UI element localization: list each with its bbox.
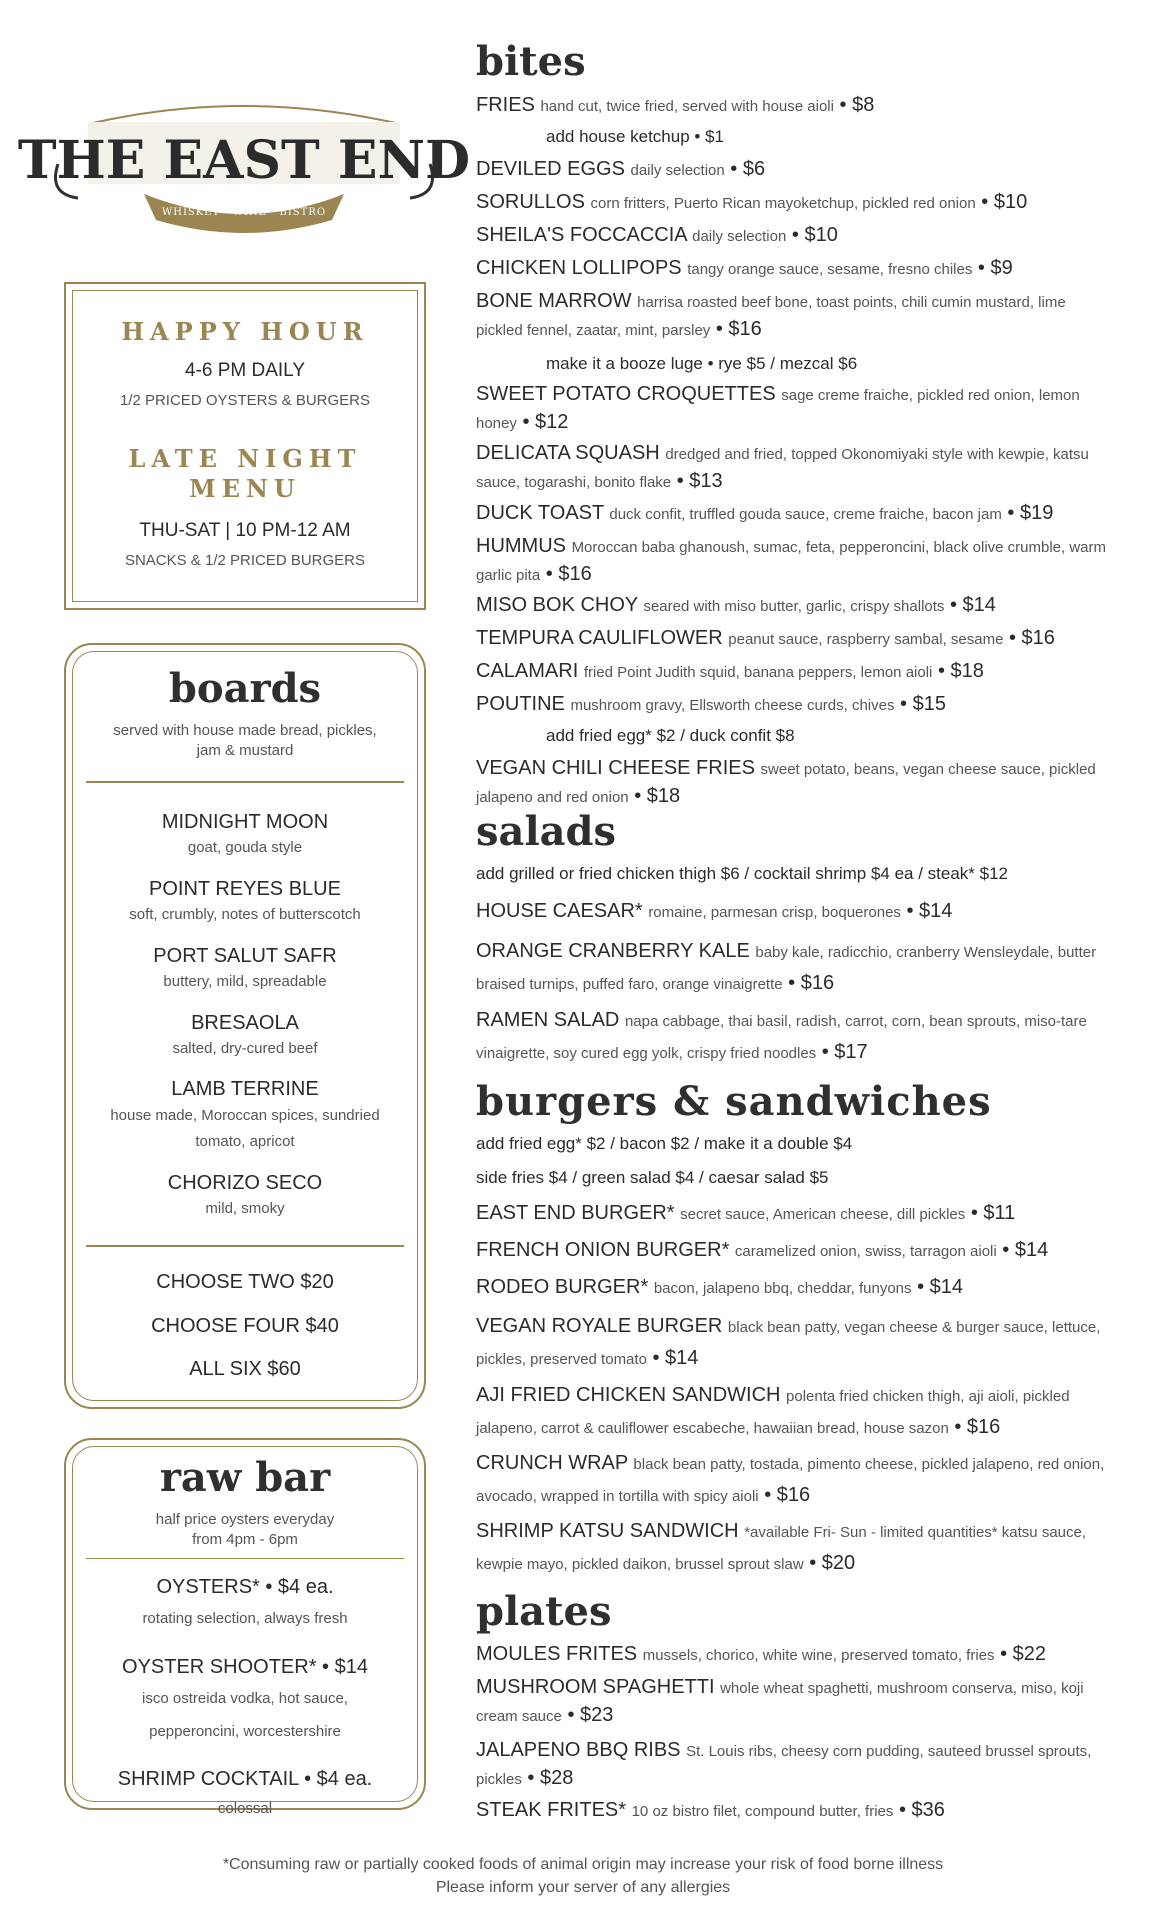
item-name: AJI FRIED CHICKEN SANDWICH [476,1384,781,1406]
item-name: SHRIMP KATSU SANDWICH [476,1520,739,1542]
raw-bar-item-name: SHRIMP COCKTAIL • $4 ea. [117,1768,373,1790]
item-name: HOUSE CAESAR* [476,900,643,922]
menu-item [476,1737,1116,1793]
item-name: CALAMARI [476,660,579,682]
menu-item [476,1311,1116,1375]
item-price: • $14 [1002,1239,1049,1261]
item-price: • $14 [652,1347,699,1369]
item-name: RAMEN SALAD [476,1009,620,1031]
item-name: TEMPURA CAULIFLOWER [476,627,723,649]
item-desc: Moroccan baba ghanoush, sumac, feta, pepperoncini, black olive crumble, warm garlic pita [476,539,1107,584]
raw-bar-item-desc: isco ostreida vodka, hot sauce, [142,1690,348,1707]
menu-item [476,592,1116,620]
restaurant-logo [17,94,471,240]
item-name: SORULLOS [476,191,585,213]
item-desc: peanut sauce, raspberry sambal, sesame [728,631,1004,648]
item-price: • $8 [839,94,875,116]
raw-bar-item-desc: pepperoncini, worcestershire [149,1723,341,1740]
menu-item [476,1200,1116,1228]
board-item-name: CHORIZO SECO [167,1172,323,1194]
raw-bar-panel [64,1438,426,1810]
salads-title: salads [476,808,617,855]
happy-hour-deal: 1/2 PRICED OYSTERS & BURGERS [119,392,371,409]
menu-item [476,156,1116,184]
divider [86,781,404,783]
item-name: BONE MARROW [476,290,632,312]
item-desc: fried Point Judith squid, banana peppers, lemon aioli [583,664,933,681]
menu-item [476,1237,1116,1265]
late-night-title: LATE NIGHT [128,444,362,473]
board-item-desc: soft, crumbly, notes of butterscotch [129,906,361,923]
late-night-title-line2: MENU [189,474,301,503]
logo-name: THE EAST END [17,130,471,191]
board-item-desc: tomato, apricot [195,1133,295,1150]
menu-item [476,533,1116,589]
board-item-desc: salted, dry-cured beef [172,1040,318,1057]
item-name: DUCK TOAST [476,502,604,524]
item-price: • $18 [937,660,984,682]
item-name: CHICKEN LOLLIPOPS [476,257,682,279]
item-desc: daily selection [692,228,787,245]
item-name: SHEILA'S FOCCACCIA [476,224,687,246]
burgers-addon-note: add fried egg* $2 / bacon $2 / make it a double $4 [476,1134,853,1153]
raw-bar-item-desc: rotating selection, always fresh [142,1610,348,1627]
board-option: ALL SIX $60 [189,1358,301,1380]
item-desc: bacon, jalapeno bbq, cheddar, funyons [653,1280,912,1297]
boards-subtitle-line2: jam & mustard [196,742,294,759]
item-price: • $16 [788,972,835,994]
item-desc: dredged and fried, topped Okonomiyaki style with kewpie, katsu sauce, togarashi, bonito flake [476,446,1089,491]
item-price: • $28 [527,1767,574,1789]
board-item-desc: mild, smoky [205,1200,285,1217]
raw-bar-subtitle-line2: from 4pm - 6pm [192,1531,298,1548]
item-desc: duck confit, truffled gouda sauce, creme fraiche, bacon jam [609,506,1002,523]
item-desc: hand cut, twice fried, served with house aioli [540,98,834,115]
item-price: • $6 [730,158,766,180]
item-price: • $10 [791,224,838,246]
menu-item [476,288,1116,344]
bites-title: bites [476,38,586,85]
item-desc: harrisa roasted beef bone, toast points, chili cumin mustard, lime pickled fennel, zaatar, mint, parsley [476,294,1066,339]
footer-allergy-note: Please inform your server of any allergies [435,1879,731,1896]
item-name: VEGAN CHILI CHEESE FRIES [476,757,755,779]
menu-item [476,1274,1116,1302]
menu-item [476,92,1116,120]
salads-addon-note: add grilled or fried chicken thigh $6 / cocktail shrimp $4 ea / steak* $12 [476,864,1009,883]
menu-item [476,1380,1116,1444]
item-name: RODEO BURGER* [476,1276,649,1298]
burgers-sides-note: side fries $4 / green salad $4 / caesar salad $5 [476,1168,829,1187]
menu-item [476,898,1116,926]
divider [86,1558,404,1559]
board-option: CHOOSE FOUR $40 [151,1315,339,1337]
item-name: FRENCH ONION BURGER* [476,1239,730,1261]
board-option: CHOOSE TWO $20 [156,1271,334,1293]
burgers-title: burgers & sandwiches [476,1078,992,1125]
item-price: • $17 [821,1041,868,1063]
item-price: • $16 [715,318,762,340]
item-name: VEGAN ROYALE BURGER [476,1315,723,1337]
happy-hour-time: 4-6 PM DAILY [184,360,306,381]
item-desc: sweet potato, beans, vegan cheese sauce, pickled jalapeno and red onion [476,761,1096,806]
item-desc: secret sauce, American cheese, dill pickles [680,1206,966,1223]
item-price: • $14 [906,900,953,922]
item-name: POUTINE [476,693,565,715]
menu-item [476,440,1116,496]
item-price: • $9 [977,257,1013,279]
raw-bar-item-desc: colossal [217,1800,273,1817]
late-night-time: THU-SAT | 10 PM-12 AM [139,520,351,541]
item-desc: polenta fried chicken thigh, aji aioli, pickled jalapeno, carrot & cauliflower escabeche, hawaiian bread, house sazon [476,1388,1070,1437]
item-name: MOULES FRITES [476,1643,638,1665]
item-price: • $16 [954,1416,1001,1438]
menu-item [476,1005,1116,1069]
addon-note: add house ketchup • $1 [546,127,724,146]
menu-item [476,1516,1116,1580]
menu-item [476,755,1116,811]
item-price: • $10 [981,191,1028,213]
divider [86,1245,404,1247]
menu-item [476,255,1116,283]
item-name: HUMMUS [476,535,566,557]
item-price: • $13 [676,470,723,492]
boards-panel [64,643,426,1409]
item-price: • $11 [970,1202,1016,1224]
item-price: • $16 [1008,627,1055,649]
item-price: • $14 [917,1276,964,1298]
menu-item [476,500,1116,528]
logo-tagline: WHISKEY · WINE · BISTRO [161,207,327,218]
board-item-desc: house made, Moroccan spices, sundried [110,1107,380,1124]
item-desc: black bean patty, vegan cheese & burger sauce, lettuce, pickles, preserved tomato [476,1319,1101,1368]
item-desc: 10 oz bistro filet, compound butter, fries [631,1803,894,1820]
item-price: • $16 [764,1484,811,1506]
item-desc: corn fritters, Puerto Rican mayoketchup, pickled red onion [590,195,976,212]
addon-note: make it a booze luge • rye $5 / mezcal $6 [546,354,858,373]
item-name: JALAPENO BBQ RIBS [476,1739,681,1761]
board-item-desc: buttery, mild, spreadable [163,973,327,990]
item-price: • $16 [545,563,592,585]
board-item-name: MIDNIGHT MOON [161,811,329,833]
late-night-deal: SNACKS & 1/2 PRICED BURGERS [124,552,366,569]
item-desc: whole wheat spaghetti, mushroom conserva, miso, koji cream sauce [476,1680,1084,1725]
raw-bar-item-name: OYSTER SHOOTER* • $14 [122,1656,368,1678]
item-name: FRIES [476,94,535,116]
item-name: EAST END BURGER* [476,1202,675,1224]
item-desc: caramelized onion, swiss, tarragon aioli [734,1243,997,1260]
item-name: CRUNCH WRAP [476,1452,628,1474]
item-desc: baby kale, radicchio, cranberry Wensleydale, butter braised turnips, puffed faro, orange vinaigrette [476,944,1097,993]
board-item-name: POINT REYES BLUE [149,878,341,900]
item-desc: black bean patty, tostada, pimento cheese, pickled jalapeno, red onion, avocado, wrapped in tortilla with spicy aioli [476,1456,1105,1505]
menu-item [476,222,1116,250]
menu-item [476,936,1116,1000]
item-name: SWEET POTATO CROQUETTES [476,383,776,405]
item-price: • $12 [522,411,569,433]
happy-hour-title: HAPPY HOUR [121,317,369,346]
menu-item [476,1797,1116,1825]
raw-bar-item-name: OYSTERS* • $4 ea. [156,1576,334,1598]
item-desc: mushroom gravy, Ellsworth cheese curds, chives [570,697,895,714]
raw-bar-subtitle: half price oysters everyday [155,1511,335,1528]
board-item-desc: goat, gouda style [187,839,303,856]
footer-disclaimer: *Consuming raw or partially cooked foods of animal origin may increase your risk of food borne illness [222,1856,944,1873]
item-desc: tangy orange sauce, sesame, fresno chiles [687,261,973,278]
item-name: ORANGE CRANBERRY KALE [476,940,750,962]
board-item-name: LAMB TERRINE [171,1078,319,1100]
logo-graphic [17,94,471,240]
menu-item [476,658,1116,686]
item-desc: daily selection [630,162,725,179]
menu-item [476,1674,1116,1730]
menu-item [476,189,1116,217]
item-price: • $19 [1007,502,1054,524]
addon-note: add fried egg* $2 / duck confit $8 [546,726,795,745]
item-price: • $14 [949,594,996,616]
menu-item [476,625,1116,653]
item-desc: St. Louis ribs, cheesy corn pudding, sauteed brussel sprouts, pickles [476,1743,1092,1788]
board-item-name: BRESAOLA [191,1012,299,1034]
item-name: MUSHROOM SPAGHETTI [476,1676,715,1698]
plates-title: plates [476,1588,612,1635]
happy-hour-panel [64,282,426,610]
raw-bar-title: raw bar [159,1454,331,1501]
item-price: • $18 [634,785,681,807]
item-desc: napa cabbage, thai basil, radish, carrot, corn, bean sprouts, miso-tare vinaigrette, soy cured egg yolk, crispy fried noodles [476,1013,1087,1062]
menu-item [476,1641,1116,1669]
boards-subtitle: served with house made bread, pickles, [113,722,377,739]
board-item-name: PORT SALUT SAFR [153,945,337,967]
item-price: • $15 [900,693,946,715]
item-price: • $36 [898,1799,945,1821]
item-desc: seared with miso butter, garlic, crispy shallots [643,598,945,615]
item-name: STEAK FRITES* [476,1799,627,1821]
item-desc: mussels, chorico, white wine, preserved tomato, fries [642,1647,995,1664]
item-name: DELICATA SQUASH [476,442,660,464]
item-price: • $20 [809,1552,856,1574]
item-name: MISO BOK CHOY [476,594,638,616]
item-desc: sage creme fraiche, pickled red onion, lemon honey [476,387,1080,432]
item-name: DEVILED EGGS [476,158,625,180]
menu-item [476,1448,1116,1512]
menu-item [476,691,1116,719]
item-price: • $22 [1000,1643,1047,1665]
item-desc: *available Fri- Sun - limited quantities* katsu sauce, kewpie mayo, pickled daikon, brussel sprout slaw [476,1524,1087,1573]
boards-title: boards [168,665,322,712]
item-desc: romaine, parmesan crisp, boquerones [648,904,901,921]
menu-item [476,381,1116,437]
item-price: • $23 [567,1704,614,1726]
